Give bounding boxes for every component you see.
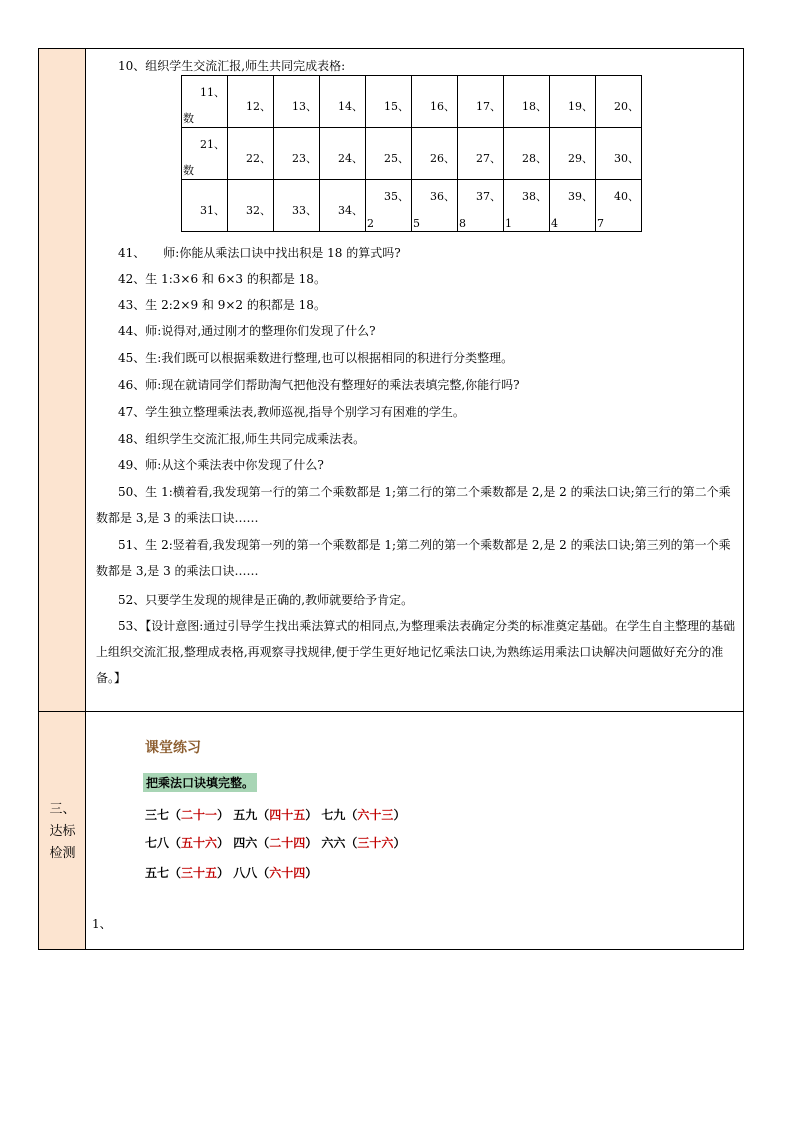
- grid-cell: 15、: [366, 76, 412, 128]
- grid-cell: 33、: [274, 180, 320, 232]
- grid-cell: 30、: [596, 128, 642, 180]
- grid-cell: 24、: [320, 128, 366, 180]
- exercise-row-2: 七八（五十六） 四六（二十四） 六六（三十六）: [145, 836, 406, 850]
- step-51: 51、生 2:竖着看,我发现第一列的第一个乘数都是 1;第二列的第一个乘数都是 2,是 2 的乘法口诀;第三列的第一个乘数都是 3,是 3 的乘法口诀……: [96, 538, 731, 578]
- grid-row: [182, 128, 642, 180]
- grid-cell: 37、 8: [458, 180, 504, 232]
- number-grid: [181, 75, 642, 232]
- answer: 六十三: [357, 808, 394, 822]
- grid-cell: 39、 4: [550, 180, 596, 232]
- grid-cell: 26、: [412, 128, 458, 180]
- exercise-title: 课堂练习: [145, 740, 201, 756]
- step-42: 42、生 1:3×6 和 6×3 的积都是 18。: [118, 272, 326, 286]
- section-number: 三、: [49, 802, 76, 817]
- grid-cell: 35、 2: [366, 180, 412, 232]
- grid-cell: 17、: [458, 76, 504, 128]
- answer: 六十四: [269, 866, 306, 880]
- grid-cell: 32、: [228, 180, 274, 232]
- step-52: 52、只要学生发现的规律是正确的,教师就要给予肯定。: [118, 593, 414, 607]
- grid-cell: 40、 7: [596, 180, 642, 232]
- step-47: 47、学生独立整理乘法表,教师巡视,指导个别学习有困难的学生。: [118, 405, 465, 419]
- grid-row: [182, 180, 642, 232]
- grid-cell: 16、: [412, 76, 458, 128]
- grid-cell: 19、: [550, 76, 596, 128]
- step-45: 45、生:我们既可以根据乘数进行整理,也可以根据相同的积进行分类整理。: [118, 351, 514, 365]
- exercise-instruction: 把乘法口诀填完整。: [143, 773, 257, 792]
- grid-cell: 18、: [504, 76, 550, 128]
- grid-cell: 21、 数: [182, 128, 228, 180]
- grid-cell: 28、: [504, 128, 550, 180]
- step-43: 43、生 2:2×9 和 9×2 的积都是 18。: [118, 298, 326, 312]
- answer: 二十一: [181, 808, 218, 822]
- grid-cell: 36、 5: [412, 180, 458, 232]
- footer-item: 1、: [92, 917, 112, 931]
- step-53: 53、【设计意图:通过引导学生找出乘法算式的相同点,为整理乘法表确定分类的标准奠定基础。在学生自主整理的基础上组织交流汇报,整理成表格,再观察寻找规律,便于学生更好地记忆乘法口诀,为熟练运用乘法口诀解决问题做好充分的准备。】: [96, 619, 736, 685]
- step-44: 44、师:说得对,通过刚才的整理你们发现了什么?: [118, 324, 376, 338]
- section-name-1: 达标: [49, 824, 76, 839]
- grid-cell: 13、: [274, 76, 320, 128]
- grid-cell: 25、: [366, 128, 412, 180]
- answer: 三十五: [181, 866, 218, 880]
- step-50: 50、生 1:横着看,我发现第一行的第二个乘数都是 1;第二行的第二个乘数都是 2,是 2 的乘法口诀;第三行的第二个乘数都是 3,是 3 的乘法口诀……: [96, 485, 731, 525]
- grid-cell: 20、: [596, 76, 642, 128]
- answer: 三十六: [357, 836, 394, 850]
- exercise-row-3: 五七（三十五） 八八（六十四）: [145, 866, 318, 880]
- answer: 五十六: [181, 836, 218, 850]
- step-41: 41、 师:你能从乘法口诀中找出积是 18 的算式吗?: [118, 246, 401, 260]
- step-48: 48、组织学生交流汇报,师生共同完成乘法表。: [118, 432, 366, 446]
- section-label: [39, 799, 86, 865]
- answer: 四十五: [269, 808, 306, 822]
- step-46: 46、师:现在就请同学们帮助淘气把他没有整理好的乘法表填完整,你能行吗?: [118, 378, 520, 392]
- grid-cell: 27、: [458, 128, 504, 180]
- grid-cell: 11、 数: [182, 76, 228, 128]
- grid-cell: 29、: [550, 128, 596, 180]
- grid-row: [182, 76, 642, 128]
- step-49: 49、师:从这个乘法表中你发现了什么?: [118, 458, 324, 472]
- grid-cell: 31、: [182, 180, 228, 232]
- row-divider: [39, 711, 743, 712]
- step-10: 10、组织学生交流汇报,师生共同完成表格:: [118, 59, 346, 73]
- section-name-2: 检测: [49, 846, 76, 861]
- grid-cell: 34、: [320, 180, 366, 232]
- grid-cell: 22、: [228, 128, 274, 180]
- answer: 二十四: [269, 836, 306, 850]
- grid-cell: 12、: [228, 76, 274, 128]
- grid-cell: 23、: [274, 128, 320, 180]
- grid-cell: 38、 1: [504, 180, 550, 232]
- grid-cell: 14、: [320, 76, 366, 128]
- exercise-row-1: 三七（二十一） 五九（四十五） 七九（六十三）: [145, 808, 406, 822]
